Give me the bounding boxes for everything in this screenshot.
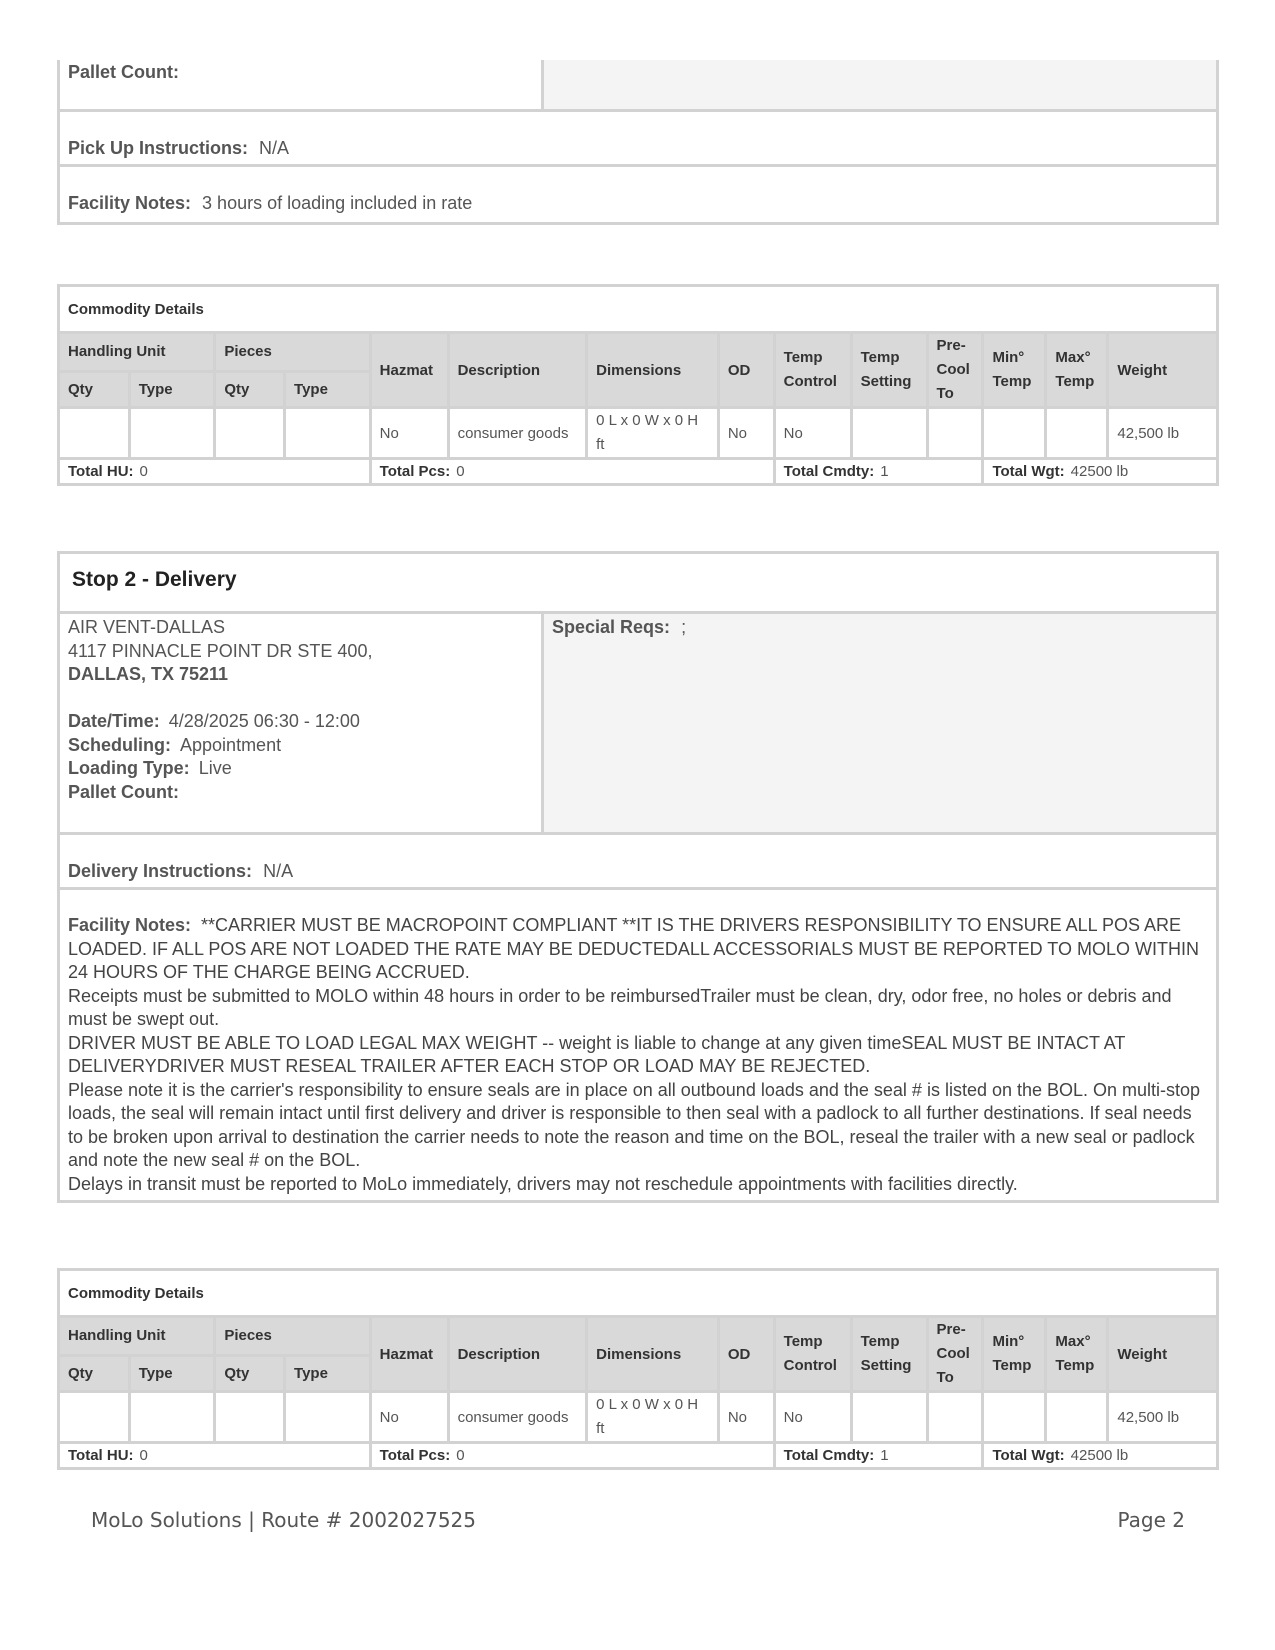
scheduling-label: Scheduling: — [68, 734, 171, 755]
handling-unit-header: Handling Unit — [59, 1317, 215, 1356]
loading-type-label: Loading Type: — [68, 758, 190, 778]
temp-setting-cell — [851, 408, 927, 459]
total-cmdty-label: Total Cmdty: — [783, 1447, 875, 1464]
description-cell: consumer goods — [448, 1392, 587, 1443]
date-time-value: 4/28/2025 06:30 - 12:00 — [168, 711, 360, 731]
min-temp-header: Min° Temp — [983, 1317, 1046, 1392]
pickup-instructions-label: Pick Up Instructions: — [68, 138, 249, 158]
description-header: Description — [448, 333, 587, 408]
pcs-type-cell — [285, 408, 371, 459]
date-time-label: Date/Time: — [68, 711, 160, 731]
stop1-right-cell — [544, 60, 1216, 109]
dimensions-header: Dimensions — [587, 1317, 719, 1392]
max-temp-cell — [1046, 1392, 1108, 1443]
dimensions-header: Dimensions — [587, 333, 719, 408]
total-cmdty-label: Total Cmdty: — [783, 463, 875, 480]
od-header: OD — [718, 1317, 774, 1392]
commodity-title: Commodity Details — [59, 1270, 1218, 1317]
total-wgt-label: Total Wgt: — [992, 1447, 1065, 1464]
od-cell: No — [718, 1392, 774, 1443]
hazmat-cell: No — [370, 1392, 448, 1443]
total-wgt-value: 42500 lb — [1070, 463, 1129, 480]
stop2-details-row — [60, 611, 1216, 832]
max-temp-cell — [1046, 408, 1108, 459]
dimensions-cell: 0 L x 0 W x 0 H ft — [587, 408, 719, 459]
pcs-type-header: Type — [285, 371, 371, 408]
hu-type-header: Type — [129, 371, 215, 408]
hu-qty-header: Qty — [59, 371, 130, 408]
commodity-title: Commodity Details — [59, 286, 1218, 333]
stop2-facility-notes — [60, 887, 1216, 1202]
pcs-qty-cell — [215, 1392, 285, 1443]
special-reqs-label: Special Reqs: — [552, 617, 671, 637]
address-line1: AIR VENT-DALLAS — [68, 617, 226, 637]
total-pcs-label: Total Pcs: — [379, 463, 451, 480]
pieces-header: Pieces — [215, 333, 370, 372]
weight-header: Weight — [1108, 1317, 1218, 1392]
pre-cool-header: Pre-Cool To — [927, 1317, 983, 1392]
pre-cool-header: Pre-Cool To — [927, 333, 983, 408]
delivery-instructions-value: N/A — [263, 861, 294, 881]
facility-notes-p2: Receipts must be submitted to MOLO within 48 hours in order to be reimbursedTrailer must be clean, dry, odor free, no holes or debris and must be swept out. — [68, 985, 1172, 1029]
footer-page-number: Page 2 — [1117, 1508, 1185, 1532]
facility-notes-p1: **CARRIER MUST BE MACROPOINT COMPLIANT **IT IS THE DRIVERS RESPONSIBILITY TO ENSURE ALL POS ARE LOADED. IF ALL POS ARE NOT LOADED THE RATE MAY BE DEDUCTEDALL ACCESSORIALS MUST BE REPORTED TO MOLO WITHIN 24 HOURS OF THE CHARGE BEING ACCRUED. — [68, 915, 1199, 982]
total-wgt-value: 42500 lb — [1070, 1447, 1129, 1464]
hazmat-header: Hazmat — [370, 1317, 448, 1392]
temp-setting-header: Temp Setting — [851, 333, 927, 408]
total-pcs-value: 0 — [456, 1447, 465, 1464]
scheduling-value: Appointment — [180, 734, 282, 755]
delivery-instructions-row — [60, 832, 1216, 887]
pcs-qty-header: Qty — [215, 1355, 285, 1392]
total-cmdty-value: 1 — [880, 1447, 889, 1464]
stop1-continuation — [57, 60, 1219, 225]
facility-notes-p4: Please note it is the carrier's responsibility to ensure seals are in place on all outbound loads and the seal # is listed on the BOL. On multi-stop loads, the seal will remain intact until first delivery and driver is responsible to then seal with a padlock to all further destinations. If seal needs to be broken upon arrival to destination the carrier needs to note the reason and time on the BOL, reseal the trailer with a new seal or padlock and note the new seal # on the BOL. — [68, 1079, 1201, 1170]
delivery-instructions-label: Delivery Instructions: — [68, 861, 253, 881]
hu-type-cell — [129, 1392, 215, 1443]
special-reqs-value: ; — [681, 617, 687, 637]
pieces-header: Pieces — [215, 1317, 370, 1356]
stop2-address-cell — [60, 614, 544, 832]
totals-row — [59, 1443, 1218, 1469]
handling-unit-header: Handling Unit — [59, 333, 215, 372]
total-pcs-label: Total Pcs: — [379, 1447, 451, 1464]
pre-cool-cell — [927, 1392, 983, 1443]
weight-header: Weight — [1108, 333, 1218, 408]
total-hu-value: 0 — [139, 463, 148, 480]
footer-route: MoLo Solutions | Route # 2002027525 — [91, 1508, 476, 1532]
pcs-qty-cell — [215, 408, 285, 459]
hu-qty-header: Qty — [59, 1355, 130, 1392]
stop2-facility-notes-label: Facility Notes: — [68, 915, 192, 935]
pcs-type-cell — [285, 1392, 371, 1443]
stop2-pallet-count-label: Pallet Count: — [68, 781, 179, 802]
total-hu-label: Total HU: — [68, 463, 134, 480]
weight-cell: 42,500 lb — [1108, 408, 1218, 459]
description-cell: consumer goods — [448, 408, 587, 459]
min-temp-header: Min° Temp — [983, 333, 1046, 408]
hu-qty-cell — [59, 1392, 130, 1443]
pickup-instructions-value: N/A — [259, 138, 290, 158]
total-pcs-value: 0 — [456, 463, 465, 480]
facility-notes-value: 3 hours of loading included in rate — [202, 193, 473, 213]
temp-setting-header: Temp Setting — [851, 1317, 927, 1392]
stop2-title: Stop 2 - Delivery — [72, 568, 237, 591]
pre-cool-cell — [927, 408, 983, 459]
table-row — [59, 1392, 1218, 1443]
temp-control-cell: No — [774, 408, 851, 459]
hu-type-header: Type — [129, 1355, 215, 1392]
od-header: OD — [718, 333, 774, 408]
totals-row — [59, 459, 1218, 485]
hazmat-cell: No — [370, 408, 448, 459]
hu-qty-cell — [59, 408, 130, 459]
total-hu-value: 0 — [139, 1447, 148, 1464]
max-temp-header: Max° Temp — [1046, 333, 1108, 408]
facility-notes-p5: Delays in transit must be reported to MoLo immediately, drivers may not reschedule appointments with facilities directly. — [68, 1173, 1018, 1194]
od-cell: No — [718, 408, 774, 459]
total-cmdty-value: 1 — [880, 463, 889, 480]
temp-control-header: Temp Control — [774, 1317, 851, 1392]
description-header: Description — [448, 1317, 587, 1392]
total-wgt-label: Total Wgt: — [992, 463, 1065, 480]
dimensions-cell: 0 L x 0 W x 0 H ft — [587, 1392, 719, 1443]
table-row — [59, 408, 1218, 459]
pallet-count-label: Pallet Count: — [68, 62, 179, 82]
weight-cell: 42,500 lb — [1108, 1392, 1218, 1443]
stop1-left-cell — [60, 60, 544, 109]
loading-type-value: Live — [198, 758, 232, 778]
max-temp-header: Max° Temp — [1046, 1317, 1108, 1392]
min-temp-cell — [983, 1392, 1046, 1443]
commodity-table-1 — [57, 284, 1219, 486]
total-hu-label: Total HU: — [68, 1447, 134, 1464]
address-line2: 4117 PINNACLE POINT DR STE 400, — [68, 640, 373, 661]
commodity-table-2 — [57, 1268, 1219, 1470]
hazmat-header: Hazmat — [370, 333, 448, 408]
facility-notes-p3: DRIVER MUST BE ABLE TO LOAD LEGAL MAX WEIGHT -- weight is liable to change at any given timeSEAL MUST BE INTACT AT DELIVERYDRIVER MUST RESEAL TRAILER AFTER EACH STOP OR LOAD MAY BE REJECTED. — [68, 1032, 1126, 1076]
temp-control-cell: No — [774, 1392, 851, 1443]
min-temp-cell — [983, 408, 1046, 459]
hu-type-cell — [129, 408, 215, 459]
pickup-instructions-row — [60, 109, 1216, 164]
temp-control-header: Temp Control — [774, 333, 851, 408]
pcs-qty-header: Qty — [215, 371, 285, 408]
temp-setting-cell — [851, 1392, 927, 1443]
stop2-section — [57, 551, 1219, 1203]
facility-notes-row — [60, 164, 1216, 219]
special-reqs-cell — [544, 614, 1216, 832]
facility-notes-label: Facility Notes: — [68, 193, 192, 213]
pcs-type-header: Type — [285, 1355, 371, 1392]
stop1-pallet-row — [60, 60, 1216, 109]
address-city: DALLAS, TX 75211 — [68, 664, 229, 684]
